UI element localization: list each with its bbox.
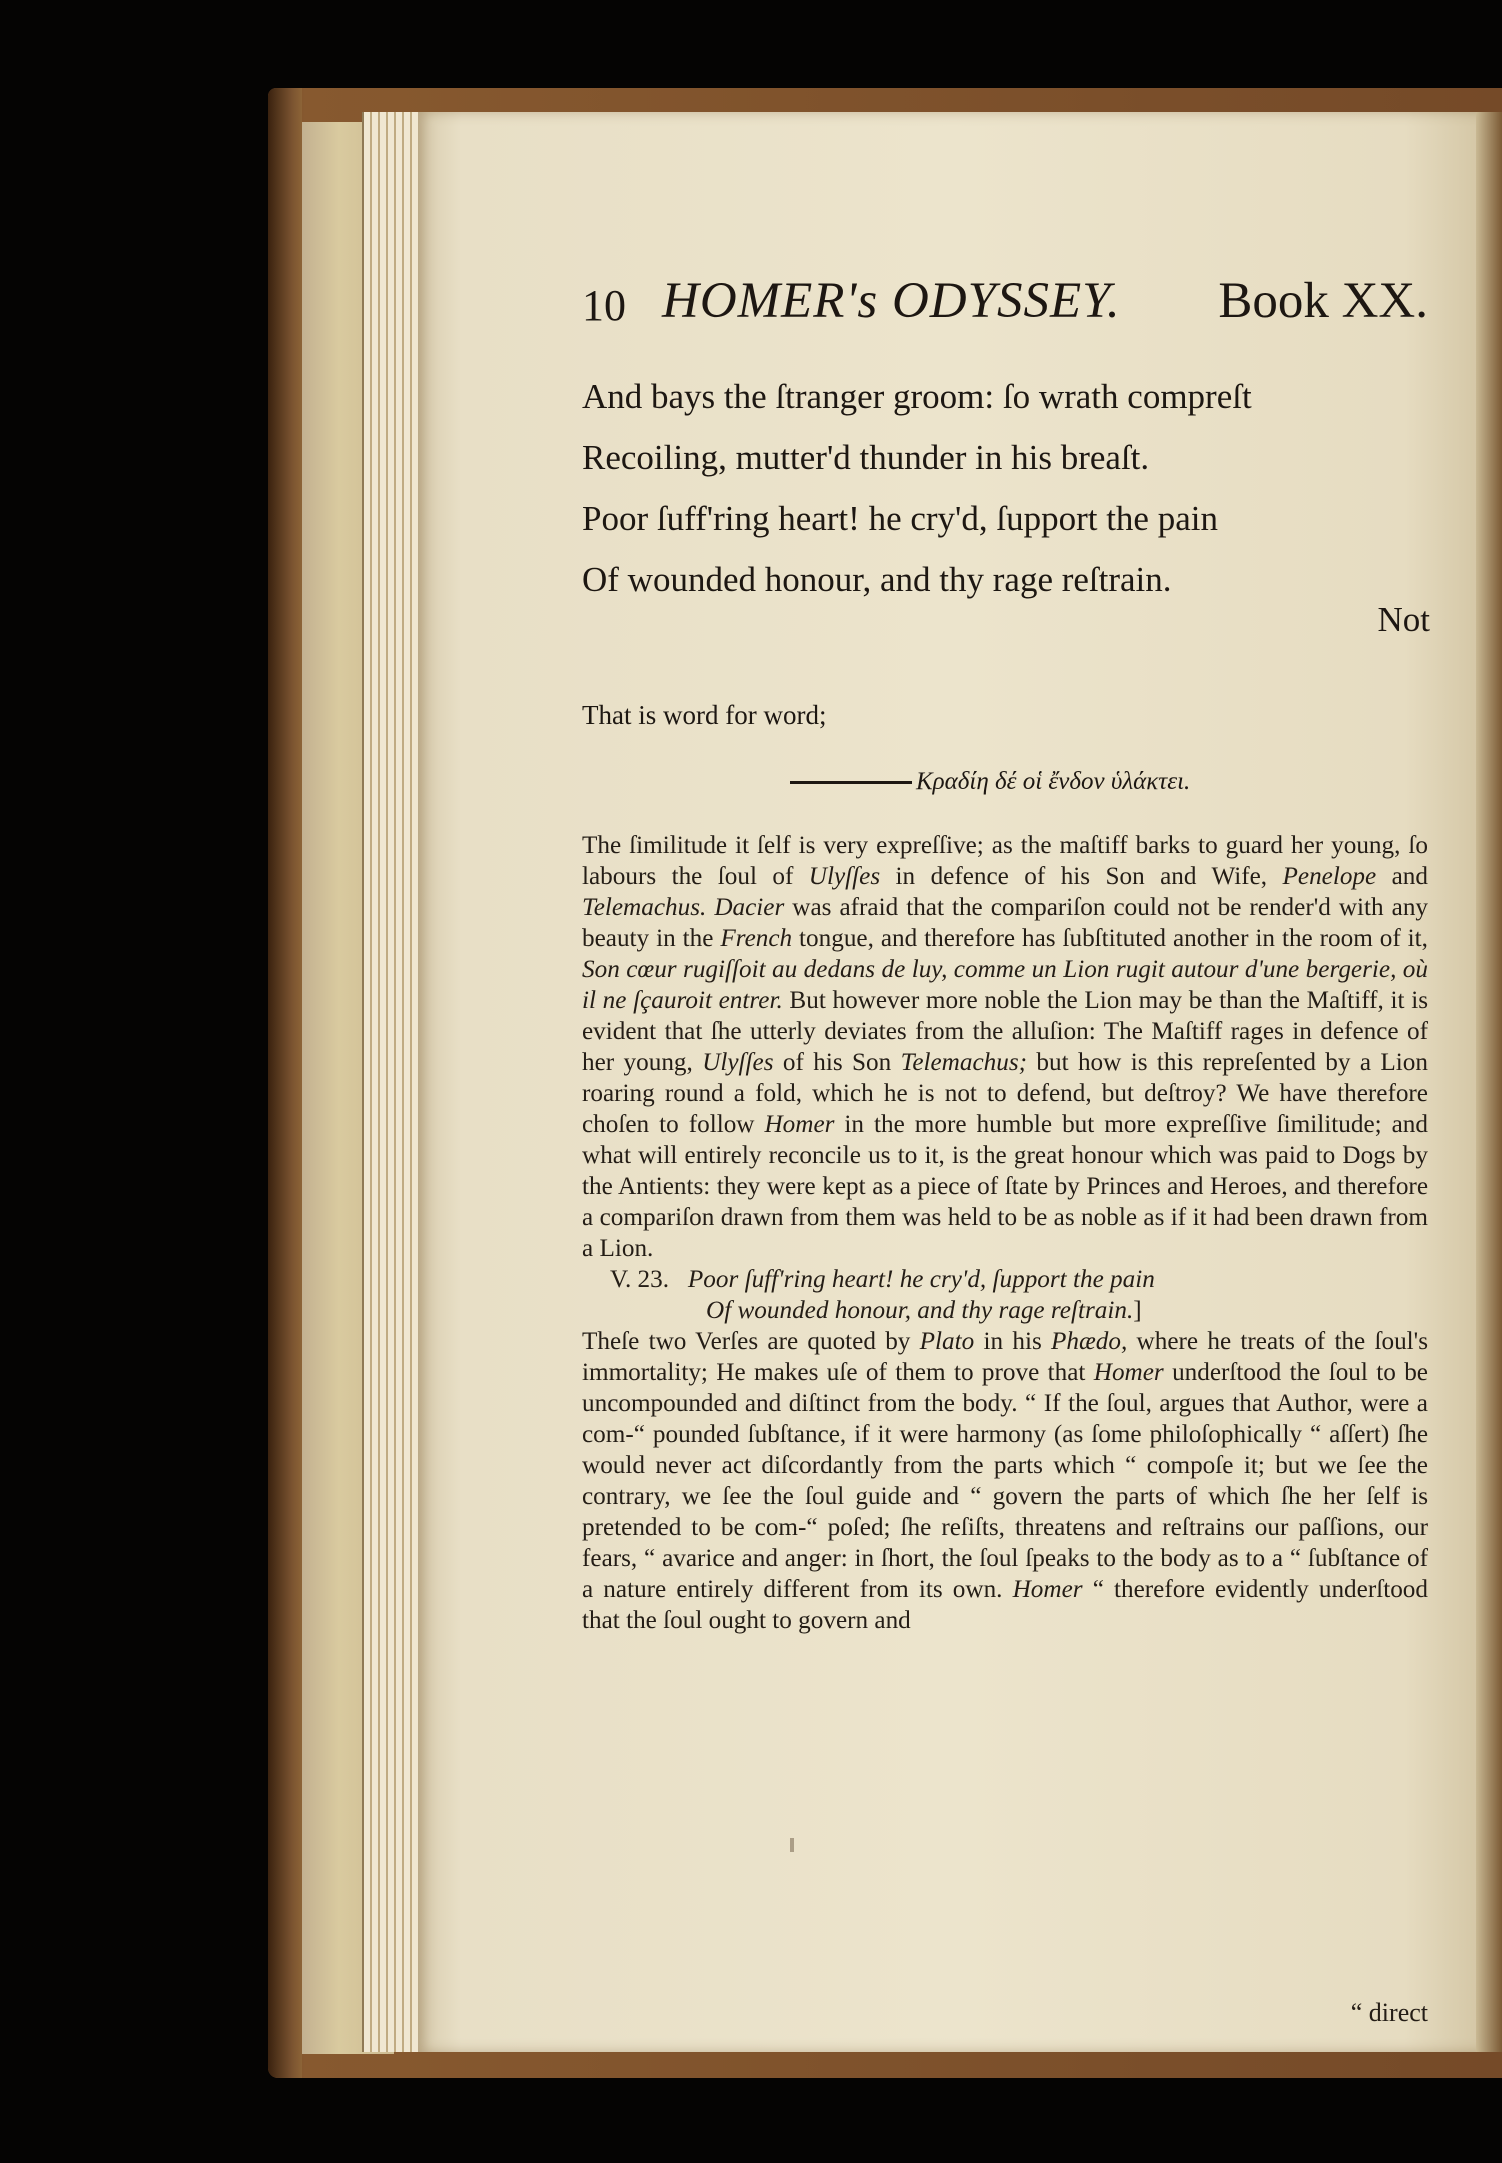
page-number: 10: [582, 281, 626, 330]
text-run: Theſe two Verſes are quoted by: [582, 1328, 920, 1355]
verse-line: And bays the ſtranger groom: ſo wrath compreſt: [582, 377, 1252, 416]
note-paragraph-simile: [582, 830, 1428, 1264]
running-header: [582, 272, 1428, 342]
citation-bracket: ]: [1133, 1297, 1142, 1324]
text-run: was afraid that the compariſon could not be render'd with any beauty in the: [582, 894, 1429, 952]
greek-quotation: [790, 762, 1190, 802]
verse-reference: V. 23.: [610, 1266, 670, 1293]
greek-text: Κραδίη δέ οἱ ἔνδον ὑλάκτει.: [916, 768, 1191, 795]
text-run: The ſimilitude it ſelf is very expreſſive; as the maſtiff barks to guard her young, ſo labours the ſoul of: [582, 832, 1428, 890]
verse-line: Recoiling, mutter'd thunder in his breaſt.: [582, 438, 1150, 477]
quotation-rule: [790, 781, 912, 784]
text-run: where he treats of the ſoul's immortality; He makes uſe of them to prove that: [582, 1328, 1428, 1386]
note-citation: [610, 1264, 1428, 1295]
book-number: Book XX.: [1218, 273, 1428, 329]
text-run: in the more humble but more expreſſive ſimilitude; and what will entirely reconcile us to it, is the great honour which was paid to Dogs by the Antients: they were kept as a piece of ſtate by Princes and Heroes, and therefore a compariſon drawn from them was held to be as noble as if it had been drawn from a Lion.: [582, 1111, 1428, 1262]
italic-run: Telemachus;: [900, 1049, 1028, 1076]
italic-run: Ulyſſes: [808, 863, 881, 890]
italic-run: Homer: [764, 1111, 835, 1138]
text-run: underſtood the ſoul to be uncompounded and diſtinct from the body. “ If the ſoul, argues that Author, were a com-“ pounded ſubſtance, if it were harmony (as ſome philoſophically “ aſſert) ſhe would never act diſcordantly from the parts which “ compoſe it; but we ſee the contrary, we ſee the ſoul guide and “ govern the parts of which ſhe her ſelf is pretended to be com-“ poſed; ſhe reſiſts, threatens and reſtrains our paſſions, our fears, “ avarice and anger: in ſhort, the ſoul ſpeaks to the body as to a “ ſubſtance of a nature entirely different from its own.: [582, 1359, 1428, 1603]
page-fore-edge: [1476, 112, 1502, 2052]
text-run: and: [1376, 863, 1428, 890]
verse-line: Of wounded honour, and thy rage reſtrain.: [582, 560, 1172, 599]
footnotes: [582, 830, 1428, 1636]
running-title: HOMER's ODYSSEY.: [662, 273, 1121, 329]
cited-verse-line: Of wounded honour, and thy rage reſtrain.: [706, 1297, 1134, 1324]
text-run: but how is this repreſented by a Lion roaring round a fold, which he is not to defend, but deſtroy? We have therefore choſen to follow: [582, 1049, 1428, 1138]
note-citation-cont: [706, 1295, 1428, 1326]
italic-run: French: [720, 925, 793, 952]
note-catchword: “ direct: [1350, 1998, 1428, 2027]
verse-line: Poor ſuff'ring heart! he cry'd, ſupport the pain: [582, 499, 1218, 538]
cited-verse-line: Poor ſuff'ring heart! he cry'd, ſupport the pain: [687, 1266, 1155, 1293]
italic-run: Son cœur rugiſſoit au dedans de luy, comme un Lion rugit autour d'une bergerie, où il ne ſçauroit entrer.: [582, 956, 1428, 1014]
text-run: in defence of his Son and Wife,: [880, 863, 1283, 890]
text-run: in his: [974, 1328, 1052, 1355]
note-intro: That is word for word;: [582, 700, 827, 730]
text-run: “ therefore evidently underſtood that the ſoul ought to govern and: [582, 1576, 1428, 1634]
book-spine: [268, 88, 302, 2078]
italic-run: Telemachus.: [582, 894, 707, 921]
italic-run: Penelope: [1282, 863, 1377, 890]
ink-mark: [790, 1838, 794, 1852]
italic-run: Homer: [1012, 1576, 1083, 1603]
italic-run: Homer: [1093, 1359, 1164, 1386]
verse-block: [582, 366, 1428, 610]
verse-catchword: Not: [1377, 600, 1430, 639]
italic-run: Ulyſſes: [702, 1049, 774, 1076]
text-run: But however more noble the Lion may be than the Maſtiff, it is evident that ſhe utterly deviates from the alluſion: The Maſtiff rages in defence of her young,: [582, 987, 1428, 1076]
page-stack: [362, 112, 424, 2052]
italic-run: Dacier: [714, 894, 785, 921]
italic-run: Phædo,: [1051, 1328, 1128, 1355]
text-run: of his Son: [773, 1049, 901, 1076]
italic-run: Plato: [919, 1328, 975, 1355]
note-paragraph-plato: [582, 1326, 1428, 1636]
text-run: tongue, and therefore has ſubſtituted another in the room of it,: [792, 925, 1428, 952]
